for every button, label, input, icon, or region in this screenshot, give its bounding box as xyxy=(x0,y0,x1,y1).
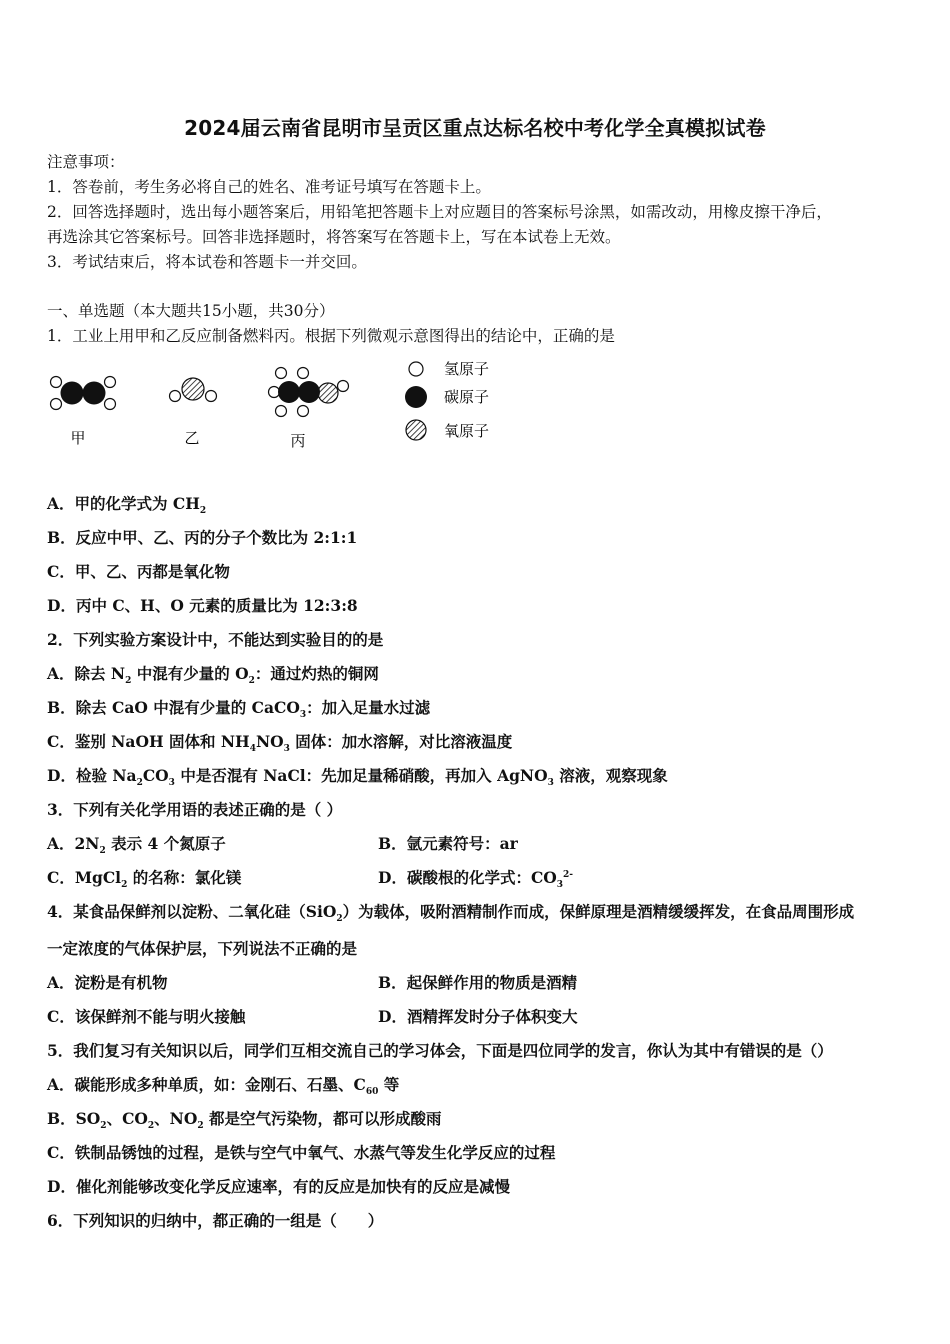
q4-option-c: C．该保鲜剂不能与明火接触 xyxy=(47,1007,246,1026)
q2-d-t3: 中是否混有 NaCl：先加足量稀硝酸，再加入 AgNO xyxy=(174,766,548,785)
q4-stem-t1: 4．某食品保鲜剂以淀粉、二氧化硅（SiO xyxy=(47,902,337,921)
q4-option-d: D．酒精挥发时分子体积变大 xyxy=(378,1007,578,1026)
notice-item-2: 2．回答选择题时，选出每小题答案后，用铅笔把答题卡上对应题目的答案标号涂黑，如需改动，用橡皮擦干净后， xyxy=(47,203,832,221)
q5-b-s3: 2 xyxy=(197,1121,204,1132)
q2-d-s1: 2 xyxy=(136,778,143,789)
legend-hydrogen-icon xyxy=(409,362,423,376)
molecule-diagram xyxy=(40,360,520,456)
q2-d-t2: CO xyxy=(142,766,169,785)
molecule-jia xyxy=(51,377,116,410)
q5-a-t1: A．碳能形成多种单质，如：金刚石、石墨、C xyxy=(47,1075,366,1094)
q3-c-s1: 2 xyxy=(121,880,128,891)
q2-stem: 2．下列实验方案设计中，不能达到实验目的的是 xyxy=(47,630,384,649)
q5-option-c: C．铁制品锈蚀的过程，是铁与空气中氧气、水蒸气等发生化学反应的过程 xyxy=(47,1143,556,1162)
q1-option-b: B．反应中甲、乙、丙的分子个数比为 2:1:1 xyxy=(47,528,358,547)
q4-stem-t2: ）为载体，吸附酒精制作而成，保鲜原理是酒精缓缓挥发，在食品周围形成 xyxy=(342,902,855,921)
label-yi: 乙 xyxy=(184,429,200,447)
q1-stem: 1．工业上用甲和乙反应制备燃料丙。根据下列微观示意图得出的结论中，正确的是 xyxy=(47,327,615,345)
q3-d-t1: D．碳酸根的化学式：CO xyxy=(378,868,557,887)
q5-a-t2: 等 xyxy=(378,1075,400,1094)
molecule-diagram-svg xyxy=(40,360,520,456)
legend-carbon: 碳原子 xyxy=(444,388,490,406)
q2-d-s2: 3 xyxy=(168,778,175,789)
q1-option-a xyxy=(47,494,207,517)
q1-a-text: A．甲的化学式为 CH xyxy=(47,494,200,513)
q5-a-s1: 60 xyxy=(365,1087,379,1098)
q2-option-d xyxy=(47,766,668,789)
q2-option-a xyxy=(47,664,379,687)
q4-option-b: B．起保鲜作用的物质是酒精 xyxy=(378,973,578,992)
q3-option-c xyxy=(47,868,242,891)
q2-d-t1: D．检验 Na xyxy=(47,766,137,785)
q3-option-b: B．氩元素符号：ar xyxy=(378,834,518,853)
q2-a-t3: ：通过灼热的铜网 xyxy=(254,664,379,683)
q1-a-sub: 2 xyxy=(199,506,207,517)
q3-option-a xyxy=(47,834,226,857)
section-heading: 一、单选题（本大题共15小题，共30分） xyxy=(47,302,335,320)
q2-option-c xyxy=(47,732,513,755)
q5-option-d: D．催化剂能够改变化学反应速率，有的反应是加快有的反应是减慢 xyxy=(47,1177,510,1196)
q3-stem: 3．下列有关化学用语的表述正确的是（ ） xyxy=(47,800,343,819)
legend-oxygen: 氧原子 xyxy=(444,422,490,440)
notice-heading: 注意事项： xyxy=(47,153,125,171)
q2-c-t1: C．鉴别 NaOH 固体和 NH xyxy=(47,732,250,751)
q5-b-s1: 2 xyxy=(100,1121,107,1132)
legend xyxy=(405,360,489,440)
q5-b-t3: 、NO xyxy=(154,1109,198,1128)
q2-c-s1: 4 xyxy=(249,744,256,755)
q3-a-s1: 2 xyxy=(99,846,106,857)
page-title: 2024届云南省昆明市呈贡区重点达标名校中考化学全真模拟试卷 xyxy=(184,116,766,140)
q2-a-t1: A．除去 N xyxy=(47,664,126,683)
q4-stem-s1: 2 xyxy=(336,914,343,925)
q2-d-t4: 溶液，观察现象 xyxy=(553,766,668,785)
q5-option-a xyxy=(47,1075,400,1098)
q2-d-s3: 3 xyxy=(547,778,554,789)
q3-d-sup: 2- xyxy=(563,869,574,880)
molecule-yi xyxy=(170,378,217,402)
q4-stem-line1 xyxy=(47,902,855,925)
q3-option-d xyxy=(378,868,574,891)
q2-c-t3: 固体：加水溶解，对比溶液温度 xyxy=(289,732,513,751)
molecule-bing xyxy=(269,368,349,417)
q2-b-s1: 3 xyxy=(299,710,307,721)
q1-option-c: C．甲、乙、丙都是氧化物 xyxy=(47,562,230,581)
notice-item-3: 3．考试结束后，将本试卷和答题卡一并交回。 xyxy=(47,253,367,271)
q2-a-s2: 2 xyxy=(248,676,255,687)
q3-a-t2: 表示 4 个氮原子 xyxy=(105,834,226,853)
q5-stem: 5．我们复习有关知识以后，同学们互相交流自己的学习体会，下面是四位同学的发言，你认为其中有错误的是（） xyxy=(47,1041,833,1060)
q3-d-s1: 3 xyxy=(556,880,564,891)
q6-stem: 6．下列知识的归纳中，都正确的一组是（ ） xyxy=(47,1211,384,1230)
q4-option-a: A．淀粉是有机物 xyxy=(47,973,168,992)
q3-c-t2: 的名称：氯化镁 xyxy=(127,868,242,887)
q1-option-d: D．丙中 C、H、O 元素的质量比为 12:3:8 xyxy=(47,596,358,615)
q5-b-t1: B．SO xyxy=(47,1109,101,1128)
notice-item-1: 1．答卷前，考生务必将自己的姓名、准考证号填写在答题卡上。 xyxy=(47,178,491,196)
notice-item-2-cont: 再选涂其它答案标号。回答非选择题时，将答案写在答题卡上，写在本试卷上无效。 xyxy=(47,228,621,246)
q4-stem-line2: 一定浓度的气体保护层，下列说法不正确的是 xyxy=(47,939,358,958)
q2-c-t2: NO xyxy=(255,732,284,751)
legend-oxygen-icon xyxy=(406,420,426,440)
legend-hydrogen: 氢原子 xyxy=(444,360,490,378)
q5-option-b xyxy=(47,1109,442,1132)
q2-option-b xyxy=(47,698,431,721)
q3-a-t1: A．2N xyxy=(47,834,100,853)
q5-b-t4: 都是空气污染物，都可以形成酸雨 xyxy=(203,1109,442,1128)
q5-b-t2: 、CO xyxy=(106,1109,148,1128)
q2-a-t2: 中混有少量的 O xyxy=(131,664,249,683)
legend-carbon-icon xyxy=(405,386,427,408)
q2-b-t2: ：加入足量水过滤 xyxy=(306,698,431,717)
label-jia: 甲 xyxy=(70,429,86,447)
q2-a-s1: 2 xyxy=(125,676,132,687)
q3-c-t1: C．MgCl xyxy=(47,868,122,887)
q5-b-s2: 2 xyxy=(147,1121,155,1132)
q2-b-t1: B．除去 CaO 中混有少量的 CaCO xyxy=(47,698,300,717)
q2-c-s2: 3 xyxy=(283,744,290,755)
label-bing: 丙 xyxy=(290,432,306,450)
